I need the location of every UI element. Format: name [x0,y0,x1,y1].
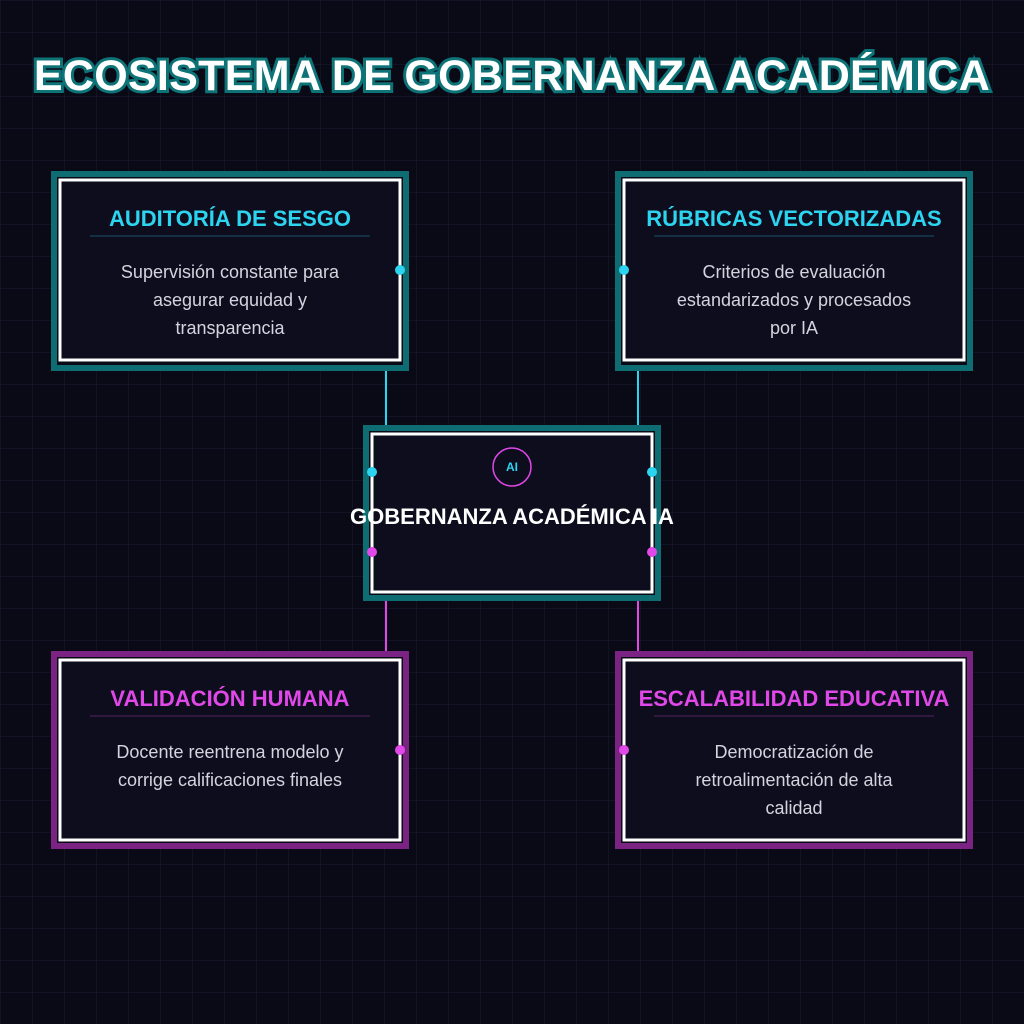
node-title: RÚBRICAS VECTORIZADAS [646,206,942,231]
connector-dot [619,265,629,275]
node-desc-line: Supervisión constante para [120,262,340,282]
connector-dot [647,547,657,557]
node-title: VALIDACIÓN HUMANA [110,686,350,711]
node-educational-scalability [618,654,970,846]
node-desc-line: corrige calificaciones finales [117,770,343,790]
node-title: ESCALABILIDAD EDUCATIVA [638,686,950,711]
node-desc-line: Criterios de evaluación [702,262,886,282]
node-desc-line: transparencia [175,318,285,338]
ai-badge-label: AI [506,460,518,474]
node-desc-line: retroalimentación de alta [695,770,893,790]
node-desc-line: por IA [769,318,819,338]
node-desc-line: estandarizados y procesados [676,290,912,310]
connector-dot [367,547,377,557]
node-vector-rubrics [618,174,970,368]
center-node [350,428,674,598]
node-desc-line: Docente reentrena modelo y [116,742,344,762]
connector-dot [395,745,405,755]
node-bias-audit [54,174,406,368]
connector-dot [395,265,405,275]
node-desc-line: asegurar equidad y [152,290,308,310]
node-title: AUDITORÍA DE SESGO [108,206,352,231]
connector-dot [367,467,377,477]
node-desc-line: calidad [765,798,823,818]
connector-dot [619,745,629,755]
connector-dot [647,467,657,477]
node-desc-line: Democratización de [714,742,874,762]
diagram-title: ECOSISTEMA DE GOBERNANZA ACADÉMICA [33,52,991,100]
node-human-validation [54,654,406,846]
center-label: GOBERNANZA ACADÉMICA IA [350,504,674,529]
